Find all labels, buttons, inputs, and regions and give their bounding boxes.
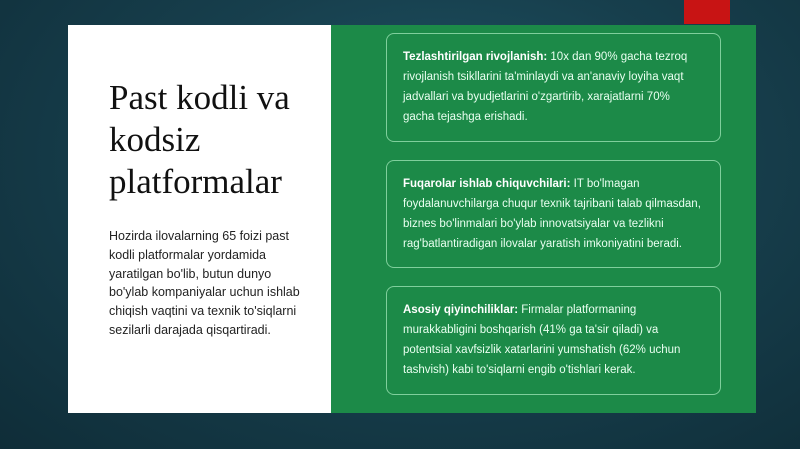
left-panel (68, 25, 331, 413)
corner-accent (684, 0, 730, 24)
title-line-3: platformalar (109, 162, 282, 201)
title-line-2: kodsiz (109, 120, 201, 159)
title-line-1: Past kodli va (109, 78, 290, 117)
card-text: Firmalar platformaning murakkabligini boshqarish (41% ga ta'sir qiladi) va potentsial xavfsizlik xatarlarini yumshatish (62% uchun tashvish) kabi to'siqlarni engib o'tishlari kerak. (403, 304, 681, 377)
card-key-challenges (386, 286, 721, 395)
intro-text: Hozirda ilovalarning 65 foizi past kodli platformalar yordamida yaratilgan bo'lib, butun dunyo bo'ylab kompaniyalar uchun ishlab chiqish vaqtini va texnik to'siqlarni sezilarli darajada qisqartiradi. (109, 229, 300, 337)
slide (68, 25, 756, 413)
card-text: 10x dan 90% gacha tezroq rivojlanish tsikllarini ta'minlaydi va an'anaviy loyiha vaqt jadvallari va byudjetlarini o'zgartirib, xarajatlarni 70% gacha tejashga erishadi. (403, 51, 688, 124)
card-text: IT bo'lmagan foydalanuvchilarga chuqur texnik tajribani talab qilmasdan, biznes bo'linmalari bo'ylab innovatsiyalar va tezlikni rag'batlantiradigan ilovalar yaratish imkoniyatini beradi. (403, 177, 701, 250)
card-title: Fuqarolar ishlab chiquvchilari: (403, 177, 571, 190)
card-accelerated-development (386, 33, 721, 142)
right-panel (331, 25, 756, 413)
card-citizen-developers (386, 160, 721, 269)
slide-title (109, 77, 311, 203)
card-title: Asosiy qiyinchiliklar: (403, 304, 519, 316)
card-title: Tezlashtirilgan rivojlanish: (403, 51, 548, 63)
